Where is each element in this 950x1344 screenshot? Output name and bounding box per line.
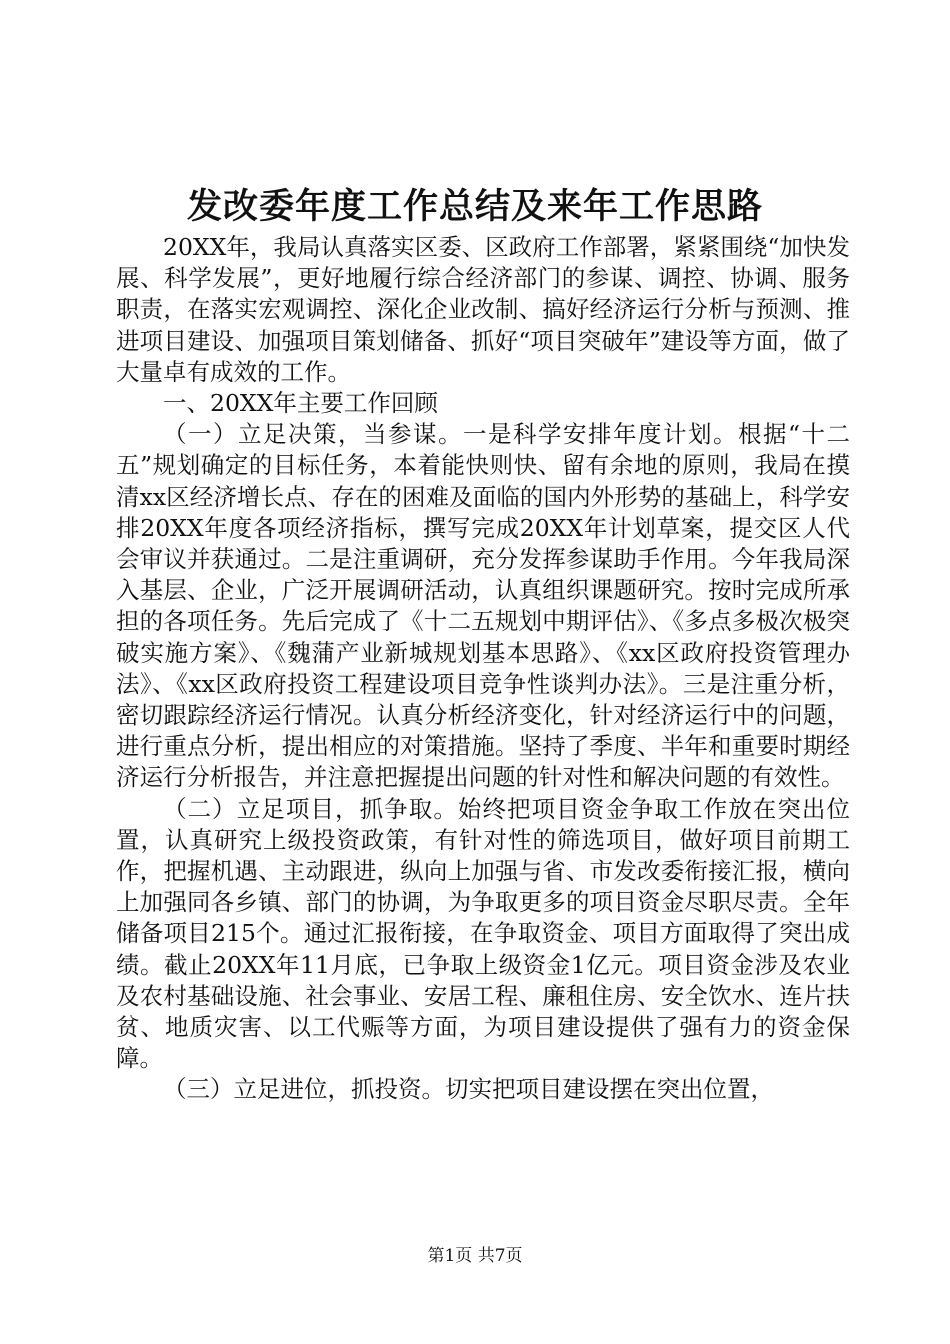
- paragraph-decision: （一）立足决策，当参谋。一是科学安排年度计划。根据“十二五”规划确定的目标任务，本着能快则快、留有余地的原则，我局在摸清xx区经济增长点、存在的困难及面临的国内外形势的基础上，科学安排20XX年度各项经济指标，撰写完成20XX年计划草案，提交区人代会审议并获通过。二是注重调研，充分发挥参谋助手作用。今年我局深入基层、企业，广泛开展调研活动，认真组织课题研究。按时完成所承担的各项任务。先后完成了《十二五规划中期评估》、《多点多极次极突破实施方案》、《魏蒲产业新城规划基本思路》、《xx区政府投资管理办法》、《xx区政府投资工程建设项目竞争性谈判办法》。三是注重分析，密切跟踪经济运行情况。认真分析经济变化，针对经济运行中的问题，进行重点分析，提出相应的对策措施。坚持了季度、半年和重要时期经济运行分析报告，并注意把握提出问题的针对性和解决问题的有效性。: [116, 420, 850, 792]
- document-title: 发改委年度工作总结及来年工作思路: [186, 186, 763, 227]
- intro-paragraph: 20XX年，我局认真落实区委、区政府工作部署，紧紧围绕“加快发展、科学发展”，更好地履行综合经济部门的参谋、调控、协调、服务职责，在落实宏观调控、深化企业改制、搞好经济运行分析与预测、推进项目建设、加强项目策划储备、抓好“项目突破年”建设等方面，做了大量卓有成效的工作。: [116, 233, 850, 386]
- page-number: 第1页 共7页: [427, 1246, 523, 1266]
- section-heading: 一、20XX年主要工作回顾: [163, 389, 438, 418]
- document-body: [116, 232, 850, 1106]
- paragraph-investment: （三）立足进位，抓投资。切实把项目建设摆在突出位置，: [163, 1075, 774, 1104]
- paragraph-projects: （二）立足项目，抓争取。始终把项目资金争取工作放在突出位置，认真研究上级投资政策，有针对性的筛选项目，做好项目前期工作，把握机遇、主动跟进，纵向上加强与省、市发改委衔接汇报，横向上加强同各乡镇、部门的协调，为争取更多的项目资金尽职尽责。全年储备项目215个。通过汇报衔接，在争取资金、项目方面取得了突出成绩。截止20XX年11月底，已争取上级资金1亿元。项目资金涉及农业及农村基础设施、社会事业、安居工程、廉租住房、安全饮水、连片扶贫、地质灾害、以工代赈等方面，为项目建设提供了强有力的资金保障。: [116, 794, 850, 1073]
